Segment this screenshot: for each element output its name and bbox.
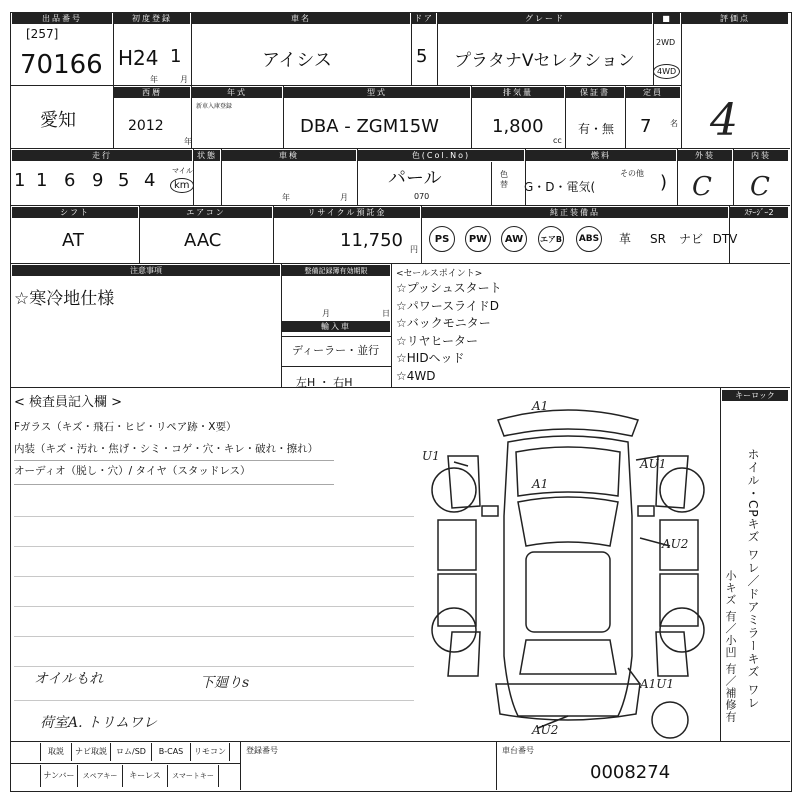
side-note-level: 小キズ 有／小凹 有／補修有 xyxy=(724,570,737,723)
inspector-line-glass: Fガラス（キズ・飛石・ヒビ・リペア跡・X要） xyxy=(14,421,237,433)
header-key-lock: キーロック xyxy=(722,390,788,401)
interior-grade: C xyxy=(750,172,770,202)
lot-sub: [257] xyxy=(26,27,59,41)
aircon: AAC xyxy=(184,230,222,251)
record-month: 月 xyxy=(322,309,330,318)
bottom-label-item: スマートキー xyxy=(168,765,219,787)
fuel: G・D・電気( xyxy=(524,180,596,194)
handwritten-under: 下廻りs xyxy=(200,675,250,691)
sales-point: ☆プッシュスタート xyxy=(396,281,502,295)
diagram-mark-au1: AU1 xyxy=(640,457,667,471)
sales-point: ☆パワースライドD xyxy=(396,298,500,313)
header-car-name: 車名 xyxy=(192,13,410,24)
grade: プラタナVセレクション xyxy=(454,51,635,71)
warranty: 有・無 xyxy=(578,122,615,136)
lot-number: 70166 xyxy=(20,50,103,80)
chassis-number-label: 車台番号 xyxy=(502,746,534,755)
inspection-year-unit: 年 xyxy=(282,193,290,202)
chassis-number: 0008274 xyxy=(590,762,671,783)
header-rating: 評価点 xyxy=(682,13,788,24)
model-year-unit: 年 xyxy=(184,137,192,146)
first-reg-month: 1 xyxy=(170,46,182,67)
header-record: 整備記録簿有効期限 xyxy=(282,265,390,276)
reg-number-label: 登録番号 xyxy=(246,746,278,755)
header-grade: グレード xyxy=(438,13,652,24)
inspection-month-unit: 月 xyxy=(340,193,348,202)
header-shift: シフト xyxy=(12,207,138,218)
header-model: 型式 xyxy=(284,87,470,98)
equipment-ps: PS xyxy=(424,226,460,252)
mileage-digit: 4 xyxy=(144,170,156,191)
diagram-mark-au2-side: AU2 xyxy=(662,537,689,551)
header-navi: ｽﾃｰｼﾞｰ2 xyxy=(730,207,788,218)
diagram-front-bumper xyxy=(498,410,638,436)
equipment-row xyxy=(424,226,742,252)
diagram-windshield xyxy=(518,497,618,546)
sales-point: ☆バックモニター xyxy=(396,316,491,330)
fuel-close-paren: ) xyxy=(660,172,668,193)
bottom-label-item: キーレス xyxy=(123,765,168,787)
diagram-mark-a1-front: A1 xyxy=(532,399,549,413)
bottom-label-item: スペアキー xyxy=(78,765,123,787)
header-exterior: 外装 xyxy=(678,150,732,161)
inspector-line-interior: 内装（キズ・汚れ・焦げ・シミ・コゲ・穴・キレ・破れ・擦れ） xyxy=(14,443,319,455)
mileage-digit: 5 xyxy=(118,170,130,191)
diagram-left-quarter xyxy=(448,632,480,676)
capacity-unit: 名 xyxy=(670,119,678,128)
header-mileage: 走行 xyxy=(12,150,192,161)
inspector-header: < 検査員記入欄 > xyxy=(14,395,123,410)
fuel-other-label: その他 xyxy=(620,169,644,178)
header-first-reg: 初度登録 xyxy=(114,13,190,24)
side-note-damage: ホイル・CPキズ ワレ／ドアミラーキズ ワレ xyxy=(746,448,760,710)
diagram-wheel-fl xyxy=(432,468,476,512)
first-reg-month-unit: 月 xyxy=(180,75,188,84)
mileage-digit: 9 xyxy=(92,170,104,191)
drive-2wd: 2WD xyxy=(656,38,676,47)
color-code: 070 xyxy=(414,192,430,201)
diagram-wheel-rl xyxy=(432,608,476,652)
equipment-abs: ABS xyxy=(570,226,608,252)
diagram-right-mirror xyxy=(638,506,654,516)
mileage xyxy=(14,170,162,191)
displacement: 1,800 xyxy=(492,116,544,137)
mileage-digit: 1 xyxy=(14,170,26,191)
diagram-mark-a1-hood: A1 xyxy=(532,477,549,491)
header-notes: 注意事項 xyxy=(12,265,280,276)
equipment-airbag: エアB xyxy=(532,226,570,252)
bottom-label-item: ナビ取説 xyxy=(72,743,111,761)
record-day: 日 xyxy=(382,309,390,318)
new-car-reg-label: 新車入庫登録 xyxy=(196,103,233,110)
model-year: 2012 xyxy=(128,118,164,134)
bottom-label-item: リモコン xyxy=(191,743,230,761)
mileage-unit-miles: マイル xyxy=(172,167,193,175)
diagram-roof xyxy=(526,552,610,632)
diagram-left-front-door xyxy=(438,520,476,570)
sales-point: ☆HIDヘッド xyxy=(396,351,465,365)
model-code: DBA - ZGM15W xyxy=(300,116,439,137)
diagram-left-mirror xyxy=(482,506,498,516)
region: 愛知 xyxy=(40,110,76,131)
header-year-type: 年式 xyxy=(192,87,282,98)
header-aircon: エアコン xyxy=(140,207,272,218)
color: パール xyxy=(388,168,442,189)
header-recycle: リサイクル預託金 xyxy=(274,207,420,218)
bottom-label-row-2 xyxy=(12,765,219,787)
bottom-label-item: 取説 xyxy=(41,743,72,761)
header-drive xyxy=(654,13,680,24)
equipment-pw: PW xyxy=(460,226,496,252)
sales-point: ☆リヤヒーター xyxy=(396,333,479,348)
capacity: 7 xyxy=(640,116,652,137)
import-dealer: ディーラー・並行 xyxy=(292,344,380,357)
header-import: 輸入車 xyxy=(282,321,390,332)
mileage-digit: 1 xyxy=(36,170,48,191)
mileage-digit: 6 xyxy=(64,170,76,191)
car-damage-diagram xyxy=(418,396,718,740)
notes-text: ☆寒冷地仕様 xyxy=(14,289,115,309)
first-reg-year-unit: 年 xyxy=(150,75,158,84)
diagram-spare-tire xyxy=(652,702,688,738)
car-name: アイシス xyxy=(262,50,332,71)
sales-points-list xyxy=(396,280,502,385)
inspector-lines xyxy=(14,416,318,482)
header-fuel: 燃料 xyxy=(526,150,676,161)
displacement-unit: cc xyxy=(553,136,562,145)
header-interior: 内装 xyxy=(734,150,788,161)
mileage-unit-km: km xyxy=(170,178,194,193)
shift: AT xyxy=(62,230,84,251)
diagram-mark-au2-rear: AU2 xyxy=(532,723,559,737)
diagram-wheel-fr xyxy=(660,468,704,512)
bottom-label-item: B-CAS xyxy=(152,743,191,761)
handwritten-oil-leak: オイルもれ xyxy=(34,671,104,687)
header-status: 状態 xyxy=(194,150,220,161)
import-side: 左H ・ 右H xyxy=(296,376,353,389)
drive-4wd: 4WD xyxy=(653,64,680,79)
recycle-unit: 円 xyxy=(410,245,418,254)
bottom-label-row-1 xyxy=(12,743,230,761)
header-warranty: 保証書 xyxy=(566,87,624,98)
equipment-aw: AW xyxy=(496,226,532,252)
diagram-mark-u1: U1 xyxy=(422,449,440,463)
doors: 5 xyxy=(416,46,428,67)
bottom-label-item: ナンバー xyxy=(41,765,78,787)
equipment-dtv: DTV xyxy=(712,232,738,246)
header-color: 色(Col.No) xyxy=(358,150,524,161)
recycle: 11,750 xyxy=(340,230,403,251)
sales-point: ☆4WD xyxy=(396,368,436,383)
header-sales-points: <セールスポイント> xyxy=(396,269,483,279)
diagram-wheel-rr xyxy=(660,608,704,652)
bottom-label-item xyxy=(12,765,41,787)
rating-value: 4 xyxy=(710,95,738,146)
diagram-left-rear-door xyxy=(438,574,476,626)
handwritten-trunk: 荷室A. トリムワレ xyxy=(40,715,158,731)
header-inspection: 車検 xyxy=(222,150,356,161)
equipment-sr: SR xyxy=(650,232,666,246)
header-door: ドア xyxy=(412,13,436,24)
diagram-rear-glass xyxy=(520,640,616,674)
bottom-label-item xyxy=(12,743,41,761)
inspector-line-audio: オーディオ（脱し・穴）/ タイヤ（スタッドレス） xyxy=(14,465,251,477)
header-capacity: 定員 xyxy=(626,87,680,98)
diagram-right-rear-door xyxy=(660,574,698,626)
color-change: 色替 xyxy=(500,170,508,189)
diagram-right-quarter xyxy=(656,632,688,676)
diagram-mark-a1u1: A1U1 xyxy=(640,677,675,691)
bottom-label-item: ロム/SD xyxy=(111,743,152,761)
exterior-grade: C xyxy=(692,172,712,202)
drive-hdr-icon: ■ xyxy=(662,14,672,23)
equipment-leather: 革 xyxy=(618,232,631,246)
header-model-year: 西暦 xyxy=(114,87,190,98)
header-lot: 出品番号 xyxy=(12,13,112,24)
header-equipment: 純正装備品 xyxy=(422,207,728,218)
header-displacement: 排気量 xyxy=(472,87,564,98)
equipment-navi: ナビ xyxy=(678,232,703,246)
first-reg-era: H24 xyxy=(118,46,159,70)
